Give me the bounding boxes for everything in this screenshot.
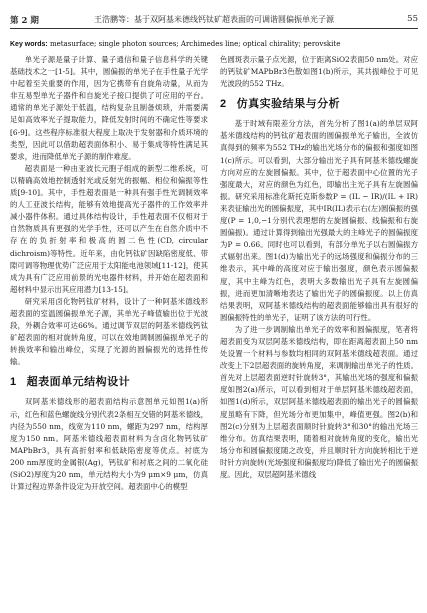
running-title: 王浩鹏等：基于双阿基米德线钙钛矿超表面的可调谐圆偏振单光子源 [94,15,334,24]
left-column [10,54,208,609]
running-header [10,12,418,26]
left-paragraph-2: 超表面是一种由亚波长元胞子组成的新型二维系统，可以精确高效地控制透射光或反射光的振幅、相位和偏振等性质[9-10]。其中，手性超表面是一种具有强手性光调制效率的人工亚波长结构，能够有效地提高光子器件的工作效率并减小器件体积。通过具体结构设计，手性超表面不仅相对于自然物质具有更强的光学手性，还可以产生在自然介质中不存在的负折射率和极高的圆二色性(CD, circular dichroism)等特性。近年来，由化钙钛矿因缺陷密度低、带隙可调等物理优势广泛应用于太阳能电池领域[11-12]，使其成为具有广泛应用前景的光电器件材料，并开始在超表面和超材料中显示出其应用潜力[13-15]。 [10,163,208,294]
keywords-line [10,40,418,49]
page-number: 55 [407,14,418,24]
section-1-number: 1 [10,376,17,389]
right-column [220,54,418,609]
left-paragraph-3: 研究采用卤化物钙钛矿材料，设计了一种阿基米德线形超表面的室温圆偏振单光子源，其单光子峰值输出位于光波段，外耦合效率可达66%。通过调节双层的阿基米德线钙钛矿超表面的相对旋转角度，可以在效地调制圆偏振单光子的转换效率和输出峰位，实现了光源的圆偏振光的选择性传输。 [10,296,208,367]
left-paragraph-1: 单光子源是量子计算、量子通信和量子信息科学的关键基础技术之一[1-5]。其中，圆偏振的单光子在手性量子光学中起着至关重要的作用，因为它携带有自旋角动量，从而为非互易型单光子器件和自旋光子接口提供了可应用的平台。通常的单光子源处于低温，结构复杂且制备烦琐，并需要满足如高效率光子提取能力，降低发射时间的不确定性等要求[6-9]。这些程序标准很大程度上取决于发射器和介质环境的类型，因此可以借助超表面体积小、易于集成等特性满足其要求，进而降低单光子源的制作难度。 [10,55,208,161]
section-1-heading [10,374,208,390]
right-paragraph-intro: 色圆斑表示量子点光源，位于距离SiO2表面50 nm处。对应的钙钛矿MAPbBr3色散如图1(b)所示，其共振峰位于可见光波段的552 THz。 [220,55,418,89]
section-2-number: 2 [220,98,227,111]
right-paragraph-2: 为了进一步调制输出单光子的效率和圆偏振度，笔者将超表面变为双层阿基米德线结构，即在距离超表面上50 nm处设置一个材料与参数均相同的双阿基米德线超表面。通过改变上下2层超表面的旋转角度，来调制输出单光子的性质。首先对上层超表面逆时针旋转3°，其输出光场的强度和偏振度如图2(a)所示，可以看到相对于单层阿基米德线超表面，如图1(d)所示，双层阿基米德线超表面的输出光子的圆偏振度虽略有下降，但光场分布更加集中，峰值更强。图2(b)和图2(c)分别为上层超表面顺时针旋转3°和30°的输出光场三维分布。仿真结果表明，随着相对旋转角度的变化，输出光场分布和圆偏振度随之改变，并且顺时针方向旋转相比于逆时针方向旋转(光场强度和偏振度均)降低了输出光子的圆偏振度。因此，双层超阿基米德线 [220,324,418,479]
keywords-text: metasurface; single photon sources; Archimedes line; optical chirality; perovskite [49,40,341,48]
section-2-heading [220,96,418,112]
keywords-label: Key words: [10,41,48,48]
header-rule [10,28,418,29]
right-paragraph-1: 基于时域有限差分方法，首先分析了图1(a)的单层双阿基米德线结构的钙钛矿超表面的圆偏振单光子输出，全波仿真得到的频率为552 THz的输出光场分布的偏振和强度如图1(c)所示。可以看到，大部分输出光子具有阿基米德线螺旋方向对应的左旋圆偏振。其中，位于超表面中心位置的光子强度最大，对应的颜色为红色，即输出主光子具有左旋圆偏振。研究采用标准化斯托克斯参数P = (IL − IR)/(IL + IR)来表征输出光的圆偏振度，其中IR(IL)表示右(左)圆偏振的强度(P = 1,0,−1分别代表理想的左旋圆偏振、线偏振和右旋圆偏振)。通过计算得到输出光强最大的主峰光子的圆偏振度为P = 0.66。同时也可以看到，有部分单光子以右圆偏振方式辐射出来。图1(d)为输出光子的远场强度和偏振分布的三维表示，其中峰的高度对应于输出强度，颜色表示圆偏振度，其中主峰为红色，表明大多数输出光子具有左旋圆偏振，进而更加清晰地表达了输出光子的圆偏振度。以上仿真结果表明，双阿基米德线结构的超表面能够输出具有很好的圆偏振特性的单光子，证明了该方法的可行性。 [220,119,418,322]
section-1-title: 超表面单元结构设计 [26,376,131,389]
left-paragraph-4: 双阿基米德线形的超表面结构示意图单元如图1(a)所示，红色和蓝色螺旋线分别代表2条相互交错的阿基米德线，内径为550 nm，线宽为110 nm，螺距为297 nm，结构厚度为150 nm。阿基米德线超表面材料为含卤化物钙钛矿MAPbBr3，具有高折射率和低缺陷密度等优点。衬底为200 nm厚度的金属银(Ag)，钙钛矿和衬底之间的二氧化硅(SiO2)厚度为20 nm，单元结构大小为9 μm×9 μm，仿真计算过程边界条件设定为开放空间。超表面中心的模型 [10,397,208,492]
issue-label: 第 2 期 [10,16,39,26]
section-2-title: 仿真实验结果与分析 [236,98,341,111]
